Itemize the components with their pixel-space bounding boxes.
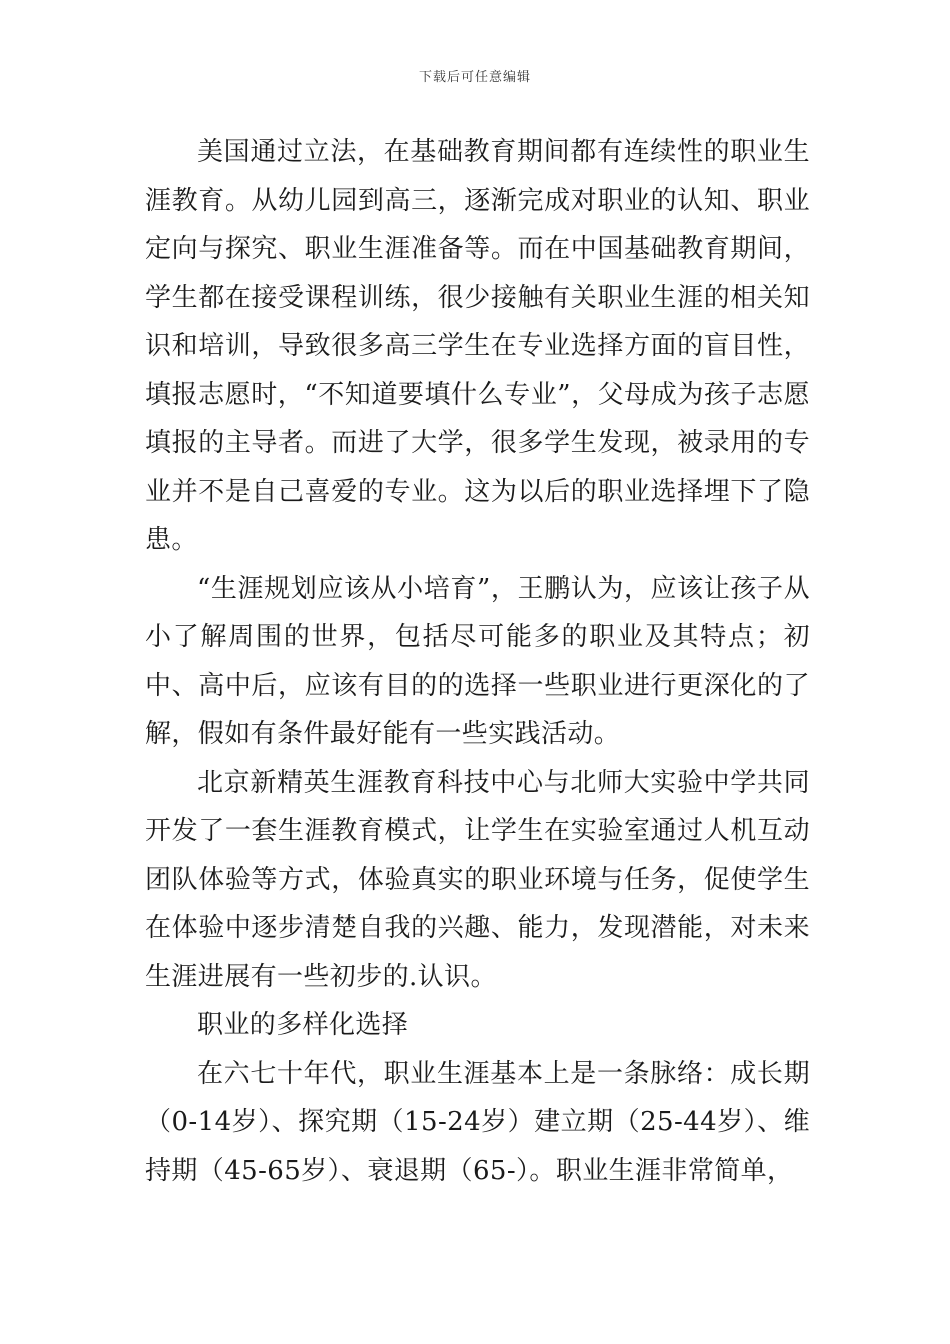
page-header: 下载后可任意编辑	[418, 70, 531, 85]
paragraph-career-stages: 在六七十年代，职业生涯基本上是一条脉络：成长期（0-14岁）、探究期（15-24岁）建立期（25-44岁）、维持期（45-65岁）、衰退期（65-）。职业生涯非常简单，	[145, 1058, 810, 1186]
paragraph-early-planning: “生涯规划应该从小培育”，王鹏认为，应该让孩子从小了解周围的世界，包括尽可能多的职业及其特点；初中、高中后，应该有目的的选择一些职业进行更深化的了解，假如有条件最好能有一些实践活动。	[145, 573, 810, 749]
section-heading: 职业的多样化选择	[197, 1010, 409, 1040]
paragraph-beijing-model: 北京新精英生涯教育科技中心与北师大实验中学共同开发了一套生涯教育模式，让学生在实验室通过人机互动团队体验等方式，体验真实的职业环境与任务，促使学生在体验中逐步清楚自我的兴趣、能力，发现潜能，对未来生涯进展有一些初步的.认识。	[145, 767, 810, 992]
paragraph-us-career-education: 美国通过立法，在基础教育期间都有连续性的职业生涯教育。从幼儿园到高三，逐渐完成对职业的认知、职业定向与探究、职业生涯准备等。而在中国基础教育期间，学生都在接受课程训练，很少接触有关职业生涯的相关知识和培训，导致很多高三学生在专业选择方面的盲目性，填报志愿时，“不知道要填什么专业”，父母成为孩子志愿填报的主导者。而进了大学，很多学生发现，被录用的专业并不是自己喜爱的专业。这为以后的职业选择埋下了隐患。	[145, 137, 810, 555]
document-body	[145, 128, 810, 1195]
